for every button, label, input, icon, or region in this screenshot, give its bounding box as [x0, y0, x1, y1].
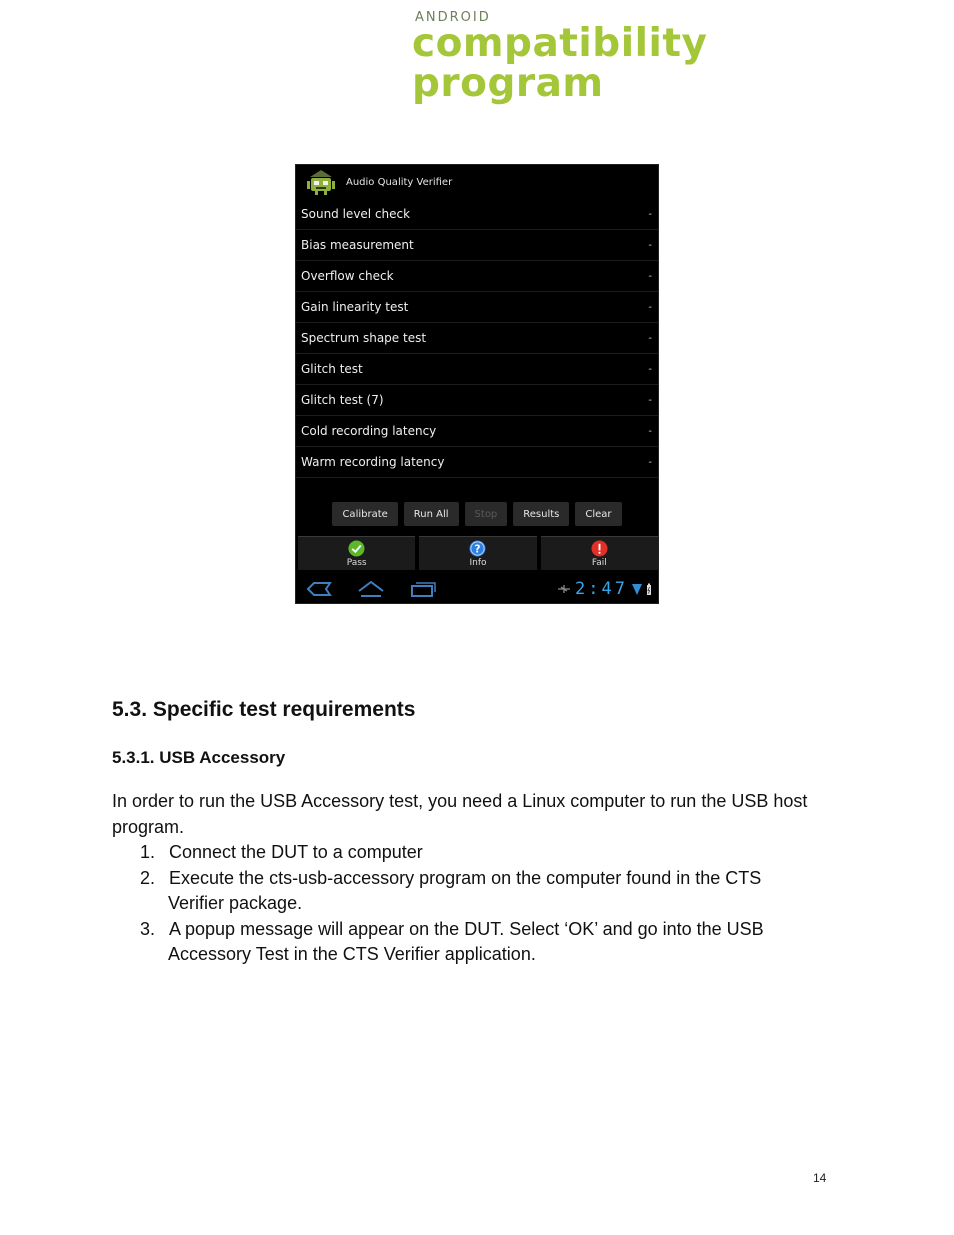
recent-apps-icon[interactable] [408, 579, 438, 599]
test-row-glitch-7[interactable] [296, 385, 658, 416]
verdict-bar [298, 536, 658, 570]
test-row-sound-level[interactable] [296, 199, 658, 230]
test-row-overflow[interactable] [296, 261, 658, 292]
step-line: Verifier package. [168, 893, 303, 913]
test-label: Spectrum shape test [301, 331, 427, 345]
action-button-bar [296, 502, 658, 526]
calibrate-button[interactable]: Calibrate [332, 502, 397, 526]
steps-list [112, 840, 852, 968]
test-status: - [648, 456, 652, 468]
test-row-warm-latency[interactable] [296, 447, 658, 478]
test-status: - [648, 301, 652, 313]
test-row-bias[interactable] [296, 230, 658, 261]
fail-alert-icon [591, 540, 608, 557]
step-number: 3. [140, 918, 156, 939]
test-status: - [648, 208, 652, 220]
system-navbar [296, 573, 658, 604]
subsection-heading: 5.3.1. USB Accessory [112, 748, 286, 767]
test-status: - [648, 363, 652, 375]
test-row-glitch[interactable] [296, 354, 658, 385]
test-label: Gain linearity test [301, 300, 409, 314]
test-label: Cold recording latency [301, 424, 437, 438]
test-row-gain-linearity[interactable] [296, 292, 658, 323]
step-text [169, 917, 839, 968]
test-row-spectrum-shape[interactable] [296, 323, 658, 354]
logo-compatibility-text: compatibility program [412, 21, 708, 106]
intro-paragraph: In order to run the USB Accessory test, you need a Linux computer to run the USB host program. [112, 791, 808, 837]
logo-android-text: ANDROID [415, 10, 491, 25]
list-item [112, 917, 852, 968]
run-all-button[interactable]: Run All [404, 502, 459, 526]
step-number: 1. [140, 842, 156, 862]
info-question-icon [469, 540, 486, 557]
status-clock: 2:47 [575, 579, 628, 599]
info-button[interactable] [419, 536, 536, 570]
test-label: Glitch test (7) [301, 393, 384, 407]
step-line: Connect the DUT to a computer [169, 842, 423, 862]
status-area [557, 579, 652, 599]
step-text [169, 866, 839, 917]
list-item [112, 840, 852, 866]
app-robot-icon [306, 169, 336, 195]
pass-button[interactable] [298, 536, 415, 570]
fail-button[interactable] [541, 536, 658, 570]
test-status: - [648, 425, 652, 437]
step-line: A popup message will appear on the DUT. Select ‘OK’ and go into the USB [169, 918, 764, 939]
stop-button[interactable]: Stop [465, 502, 508, 526]
test-status: - [648, 270, 652, 282]
app-titlebar [296, 165, 658, 199]
list-item [112, 866, 852, 917]
test-label: Sound level check [301, 207, 411, 221]
test-row-cold-latency[interactable] [296, 416, 658, 447]
step-line: Accessory Test in the CTS Verifier application. [168, 944, 536, 964]
results-button[interactable]: Results [513, 502, 569, 526]
home-icon[interactable] [356, 579, 386, 599]
pass-check-icon [348, 540, 365, 557]
usb-icon [557, 583, 571, 595]
page-number: 14 [813, 1171, 827, 1185]
step-number: 2. [140, 867, 156, 888]
section-heading: 5.3. Specific test requirements [112, 698, 416, 721]
test-label: Glitch test [301, 362, 363, 376]
test-label: Bias measurement [301, 238, 414, 252]
back-icon[interactable] [304, 579, 334, 599]
device-screenshot [295, 164, 659, 604]
test-label: Overflow check [301, 269, 394, 283]
test-list [296, 199, 658, 478]
signal-icon [632, 583, 642, 596]
step-text [169, 840, 839, 866]
test-status: - [648, 332, 652, 344]
test-status: - [648, 239, 652, 251]
compatibility-program-logo [412, 10, 842, 104]
test-label: Warm recording latency [301, 455, 445, 469]
svg-text:?: ? [474, 542, 481, 555]
info-label: Info [469, 557, 487, 568]
test-status: - [648, 394, 652, 406]
clear-button[interactable]: Clear [575, 502, 621, 526]
fail-label: Fail [591, 557, 607, 568]
step-line: Execute the cts-usb-accessory program on the computer found in the CTS [169, 867, 762, 888]
battery-icon [646, 583, 652, 596]
pass-label: Pass [346, 557, 367, 568]
app-title: Audio Quality Verifier [346, 176, 453, 188]
